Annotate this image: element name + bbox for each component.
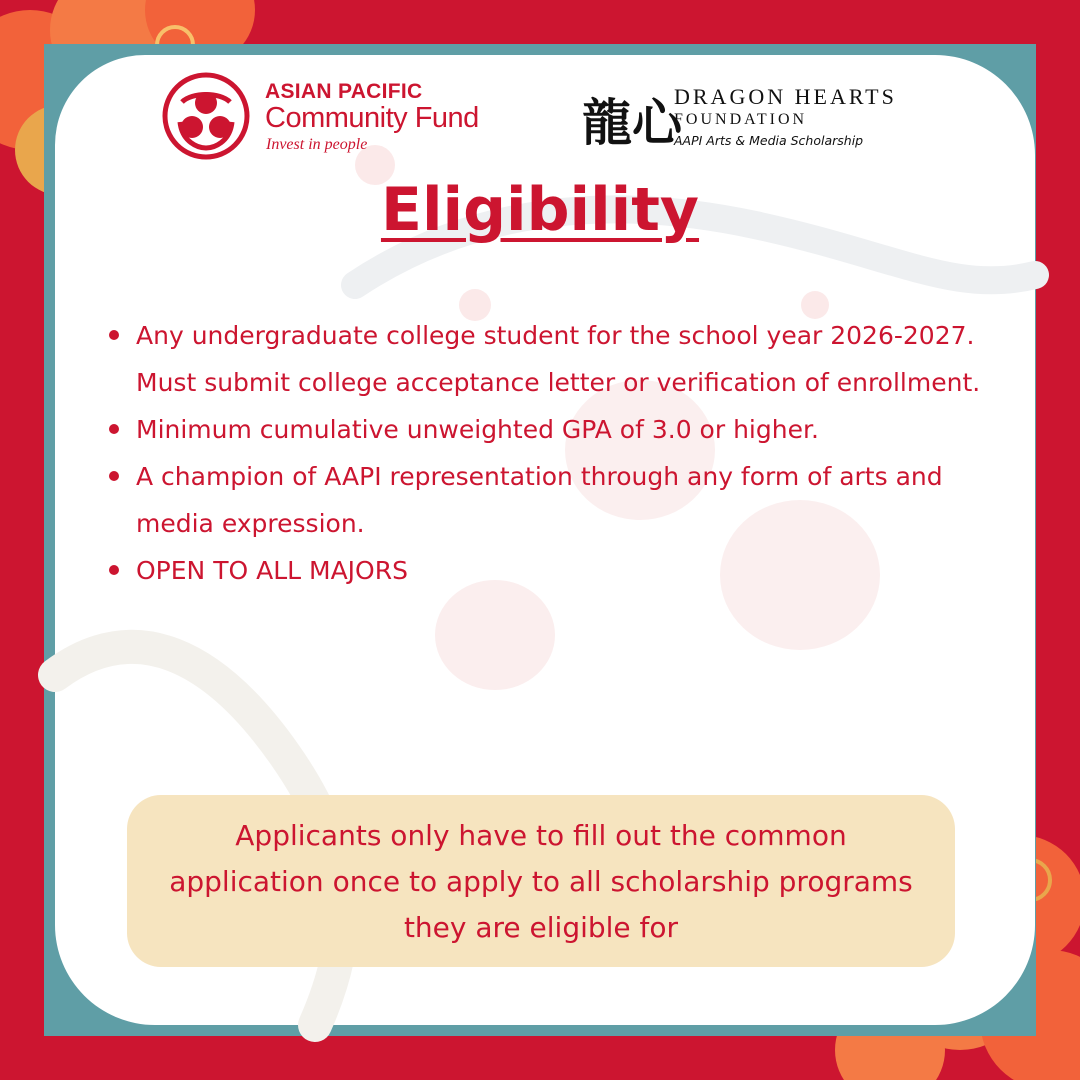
- svg-text:龍心: 龍心: [582, 93, 682, 152]
- apcf-emblem-icon: [162, 72, 250, 160]
- dragon-hearts-logo-tagline: AAPI Arts & Media Scholarship: [674, 133, 864, 148]
- list-item-text: Any undergraduate college student for the school year 2026-2027. Must submit college acceptance letter or verification of enrollment.: [136, 321, 981, 397]
- page-title: Eligibility: [380, 175, 700, 245]
- list-item: [105, 453, 1005, 547]
- teal-corner-top-right-decoration: [935, 55, 1035, 155]
- bullet-icon: [109, 330, 119, 340]
- apcf-logo-tagline: Invest in people: [266, 136, 368, 153]
- common-application-note: [127, 795, 955, 967]
- list-item-text: A champion of AAPI representation through any form of arts and media expression.: [136, 462, 943, 538]
- dragon-hearts-logo-title: DRAGON HEARTS: [674, 84, 897, 109]
- list-item-text: OPEN TO ALL MAJORS: [136, 556, 408, 585]
- apcf-logo-title: ASIAN PACIFIC: [265, 80, 423, 103]
- list-item: [105, 312, 1005, 406]
- list-item: [105, 547, 1005, 594]
- dragon-heart-calligraphy-icon: [580, 82, 682, 154]
- note-text: Applicants only have to fill out the common application once to apply to all scholarship programs they are eligible for: [169, 819, 913, 944]
- bullet-icon: [109, 565, 119, 575]
- bullet-icon: [109, 424, 119, 434]
- list-item: [105, 406, 1005, 453]
- apcf-logo-subtitle: Community Fund: [265, 102, 479, 134]
- bullet-icon: [109, 471, 119, 481]
- eligibility-list: [105, 312, 1005, 594]
- list-item-text: Minimum cumulative unweighted GPA of 3.0 or higher.: [136, 415, 819, 444]
- apcf-logo: [162, 72, 502, 162]
- dragon-hearts-logo-subtitle: FOUNDATION: [674, 111, 808, 128]
- teal-corner-top-left-decoration: [55, 55, 145, 145]
- dragon-hearts-logo: [580, 80, 940, 160]
